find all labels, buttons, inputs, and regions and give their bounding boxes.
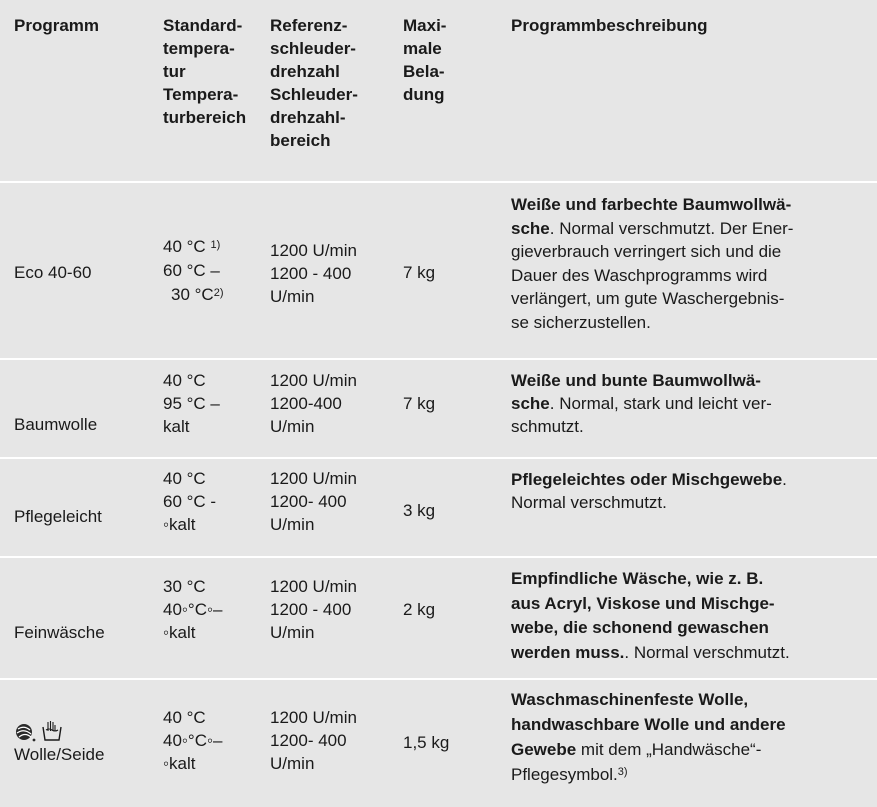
footnote-ref: 3) [617, 766, 628, 778]
table-row [0, 459, 877, 556]
footnote-ref: 1) [210, 239, 221, 251]
max-load: 7 kg [403, 263, 436, 282]
spin-values: 1200 U/min 1200- 400 U/min [270, 708, 357, 773]
table-row [0, 558, 877, 678]
max-load: 2 kg [403, 600, 436, 619]
program-description: Empfindliche Wäsche, wie z. B. aus Acryl, Viskose und Mischge- webe, die schonend gewaschen werden muss.. Normal verschmutzt. [511, 569, 790, 662]
table-row [0, 183, 877, 358]
temperature-values: 40 °C 40◦°C◦– ◦kalt [163, 708, 223, 773]
temperature-values: 40 °C $^{1)}$ 60 °C – 30 $^\circ C^{2)}$ [163, 237, 224, 304]
table-header [0, 0, 877, 181]
program-description: Waschmaschinenfeste Wolle, handwaschbare Wolle und andere Gewebe mit dem „Handwäsche“- Pflegesymbol.$^{3)}$ [511, 690, 786, 784]
program-name: Baumwolle [14, 415, 98, 434]
care-symbols [14, 719, 154, 743]
temperature-values: 40 °C 60 °C - ◦kalt [163, 469, 217, 534]
table-row [0, 680, 877, 807]
program-name: Wolle/Seide [14, 719, 154, 766]
spin-values: 1200 U/min 1200 - 400 U/min [270, 577, 357, 642]
wool-ball-icon [14, 721, 36, 743]
max-load: 1,5 kg [403, 733, 450, 752]
temperature-values: 40 °C 95 °C – kalt [163, 371, 220, 436]
max-load: 7 kg [403, 394, 436, 413]
header-max-load: Maxi- male Bela- dung [403, 16, 447, 104]
header-description: Programmbeschreibung [511, 16, 708, 35]
table-row [0, 360, 877, 457]
temperature-values: 30 °C 40◦°C◦– ◦kalt [163, 577, 223, 642]
header-spin-speed: Referenz- schleuder- drehzahl Schleuder- drehzahl- bereich [270, 16, 358, 150]
program-description: Weiße und bunte Baumwollwä- sche. Normal, stark und leicht ver- schmutzt. [511, 371, 772, 436]
handwash-icon [40, 719, 64, 743]
spin-values: 1200 U/min 1200-400 U/min [270, 371, 357, 436]
max-load: 3 kg [403, 501, 436, 520]
footnote-ref: 2) [213, 287, 224, 299]
program-name: Pflegeleicht [14, 507, 102, 526]
program-description: Pflegeleichtes oder Mischgewebe. Normal verschmutzt. [511, 470, 787, 512]
program-description: Weiße und farbechte Baumwollwä- sche. Normal verschmutzt. Der Ener- gieverbrauch verringert sich und die Dauer des Waschprogramms wird verlängert, um gute Waschergebnis- se sicherzustellen. [511, 195, 794, 332]
spin-values: 1200 U/min 1200 - 400 U/min [270, 241, 357, 306]
program-name: Eco 40-60 [14, 263, 92, 282]
spin-values: 1200 U/min 1200- 400 U/min [270, 469, 357, 534]
header-programm: Programm [14, 16, 100, 35]
program-name: Feinwäsche [14, 623, 105, 642]
header-temperature: Standard- tempera- tur Tempera- turbereich [163, 16, 247, 127]
